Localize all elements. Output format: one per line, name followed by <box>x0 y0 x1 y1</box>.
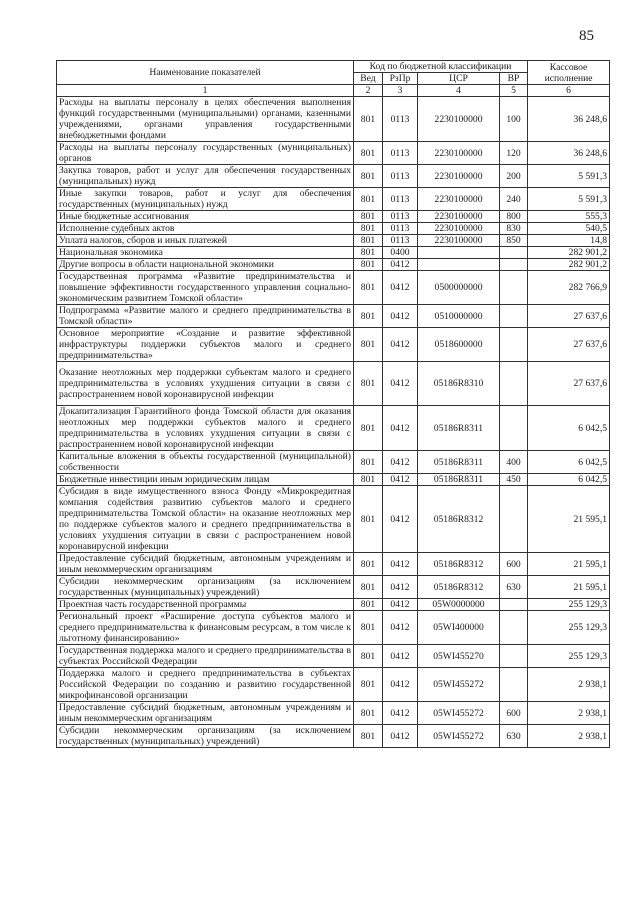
cell-amount: 282 766,9 <box>528 271 610 305</box>
table-row <box>57 188 610 211</box>
cell-name: Проектная часть государственной программы <box>57 599 354 611</box>
cell-rzpr: 0113 <box>383 211 418 223</box>
cell-rzpr: 0113 <box>383 165 418 188</box>
table-row <box>57 451 610 474</box>
table-row <box>57 97 610 142</box>
cell-amount: 2 938,1 <box>528 702 610 725</box>
cell-rzpr: 0412 <box>383 362 418 406</box>
cell-vr <box>500 362 528 406</box>
cell-ved: 801 <box>354 702 383 725</box>
cell-ved: 801 <box>354 406 383 451</box>
cell-rzpr: 0412 <box>383 668 418 702</box>
cell-rzpr: 0412 <box>383 451 418 474</box>
table-row <box>57 702 610 725</box>
table-row <box>57 271 610 305</box>
table-body <box>57 97 610 748</box>
cell-amount: 282 901,2 <box>528 247 610 259</box>
cell-name: Предоставление субсидий бюджетным, автономным учреждениям и иным некоммерческим организациям <box>57 702 354 725</box>
cell-csr: 05186R8311 <box>418 451 500 474</box>
table-row <box>57 362 610 406</box>
cell-csr: 0500000000 <box>418 271 500 305</box>
cell-vr: 200 <box>500 165 528 188</box>
cell-rzpr: 0412 <box>383 486 418 553</box>
cell-ved: 801 <box>354 328 383 362</box>
cell-csr: 0510000000 <box>418 305 500 328</box>
cell-vr <box>500 486 528 553</box>
header-name-column: Наименование показателей <box>57 61 354 85</box>
cell-vr <box>500 668 528 702</box>
cell-vr: 240 <box>500 188 528 211</box>
cell-rzpr: 0412 <box>383 645 418 668</box>
cell-ved: 801 <box>354 668 383 702</box>
header-rzpr: РзПр <box>383 73 418 85</box>
cell-ved: 801 <box>354 188 383 211</box>
cell-csr: 05WI455272 <box>418 702 500 725</box>
page-number: 85 <box>579 28 594 44</box>
table-row <box>57 235 610 247</box>
cell-csr: 05186R8311 <box>418 474 500 486</box>
cell-vr: 630 <box>500 576 528 599</box>
table-row <box>57 611 610 645</box>
cell-rzpr: 0412 <box>383 611 418 645</box>
cell-ved: 801 <box>354 211 383 223</box>
cell-name: Подпрограмма «Развитие малого и среднего предпринимательства в Томской области» <box>57 305 354 328</box>
header-ved: Вед <box>354 73 383 85</box>
cell-ved: 801 <box>354 259 383 271</box>
cell-amount: 21 595,1 <box>528 553 610 576</box>
cell-rzpr: 0412 <box>383 599 418 611</box>
table-row <box>57 474 610 486</box>
cell-ved: 801 <box>354 611 383 645</box>
cell-ved: 801 <box>354 165 383 188</box>
cell-name: Расходы на выплаты персоналу в целях обеспечения выполнения функций государственными (муниципальными) органами, казенными учреждениями, органами управления государственными внебюджетными фондами <box>57 97 354 142</box>
header-csr: ЦСР <box>418 73 500 85</box>
col-number: 2 <box>354 85 383 97</box>
cell-vr <box>500 247 528 259</box>
cell-name: Поддержка малого и среднего предпринимательства в субъектах Российской Федерации по созданию и развитию государственной микрофинансовой организации <box>57 668 354 702</box>
cell-rzpr: 0412 <box>383 271 418 305</box>
cell-amount: 6 042,5 <box>528 451 610 474</box>
table-row <box>57 406 610 451</box>
cell-csr: 05WI455272 <box>418 668 500 702</box>
cell-ved: 801 <box>354 271 383 305</box>
cell-name: Оказание неотложных мер поддержки субъектам малого и среднего предпринимательства в условиях ухудшения ситуации в связи с распространением новой коронавирусной инфекции <box>57 362 354 406</box>
cell-name: Региональный проект «Расширение доступа субъектов малого и среднего предпринимательства к финансовым ресурсам, в том числе к льготному финансированию» <box>57 611 354 645</box>
cell-ved: 801 <box>354 486 383 553</box>
cell-ved: 801 <box>354 235 383 247</box>
cell-name: Предоставление субсидий бюджетным, автономным учреждениям и иным некоммерческим организациям <box>57 553 354 576</box>
cell-csr: 05186R8312 <box>418 576 500 599</box>
cell-ved: 801 <box>354 223 383 235</box>
table-row <box>57 328 610 362</box>
cell-rzpr: 0412 <box>383 305 418 328</box>
budget-execution-table <box>56 60 610 748</box>
cell-vr: 850 <box>500 235 528 247</box>
cell-amount: 2 938,1 <box>528 668 610 702</box>
cell-vr <box>500 406 528 451</box>
cell-name: Государственная поддержка малого и среднего предпринимательства в субъектах Российской Федерации <box>57 645 354 668</box>
cell-csr: 2230100000 <box>418 223 500 235</box>
cell-csr: 05186R8311 <box>418 406 500 451</box>
cell-csr: 2230100000 <box>418 165 500 188</box>
cell-vr: 450 <box>500 474 528 486</box>
col-number: 6 <box>528 85 610 97</box>
table-row <box>57 599 610 611</box>
cell-amount: 282 901,2 <box>528 259 610 271</box>
cell-rzpr: 0412 <box>383 328 418 362</box>
cell-rzpr: 0400 <box>383 247 418 259</box>
table-row <box>57 553 610 576</box>
cell-amount: 36 248,6 <box>528 97 610 142</box>
cell-name: Другие вопросы в области национальной экономики <box>57 259 354 271</box>
cell-name: Национальная экономика <box>57 247 354 259</box>
cell-csr: 05WI455270 <box>418 645 500 668</box>
cell-amount: 255 129,3 <box>528 599 610 611</box>
cell-name: Исполнение судебных актов <box>57 223 354 235</box>
cell-name: Закупка товаров, работ и услуг для обеспечения государственных (муниципальных) нужд <box>57 165 354 188</box>
cell-vr <box>500 328 528 362</box>
cell-rzpr: 0113 <box>383 97 418 142</box>
cell-name: Иные бюджетные ассигнования <box>57 211 354 223</box>
cell-ved: 801 <box>354 725 383 748</box>
table-row <box>57 259 610 271</box>
table-row <box>57 576 610 599</box>
table-row <box>57 211 610 223</box>
cell-amount: 5 591,3 <box>528 188 610 211</box>
cell-rzpr: 0113 <box>383 235 418 247</box>
cell-name: Государственная программа «Развитие предпринимательства и повышение эффективности государственного управления социально-экономическим развитием Томской области» <box>57 271 354 305</box>
table-row <box>57 486 610 553</box>
cell-csr: 05WI400000 <box>418 611 500 645</box>
cell-rzpr: 0113 <box>383 188 418 211</box>
cell-rzpr: 0412 <box>383 553 418 576</box>
table-row <box>57 305 610 328</box>
cell-vr: 120 <box>500 142 528 165</box>
cell-vr: 800 <box>500 211 528 223</box>
cell-vr: 600 <box>500 702 528 725</box>
cell-amount: 555,3 <box>528 211 610 223</box>
cell-name: Бюджетные инвестиции иным юридическим лицам <box>57 474 354 486</box>
cell-csr: 2230100000 <box>418 235 500 247</box>
cell-amount: 255 129,3 <box>528 611 610 645</box>
cell-rzpr: 0412 <box>383 406 418 451</box>
cell-rzpr: 0412 <box>383 259 418 271</box>
cell-amount: 21 595,1 <box>528 576 610 599</box>
cell-name: Уплата налогов, сборов и иных платежей <box>57 235 354 247</box>
cell-amount: 5 591,3 <box>528 165 610 188</box>
cell-csr <box>418 259 500 271</box>
cell-name: Докапитализация Гарантийного фонда Томской области для оказания неотложных мер поддержки субъектов малого и среднего предпринимательства в условиях ухудшения ситуации в связи с распространением новой коронавирусной инфекции <box>57 406 354 451</box>
cell-vr <box>500 611 528 645</box>
cell-csr: 05W0000000 <box>418 599 500 611</box>
cell-name: Субсидии некоммерческим организациям (за исключением государственных (муниципальных) учреждений) <box>57 576 354 599</box>
cell-csr: 05WI455272 <box>418 725 500 748</box>
cell-rzpr: 0412 <box>383 474 418 486</box>
cell-vr: 400 <box>500 451 528 474</box>
table-row <box>57 668 610 702</box>
cell-amount: 255 129,3 <box>528 645 610 668</box>
table-row <box>57 142 610 165</box>
table-row <box>57 725 610 748</box>
table-row <box>57 223 610 235</box>
cell-amount: 6 042,5 <box>528 474 610 486</box>
cell-vr <box>500 259 528 271</box>
cell-rzpr: 0113 <box>383 223 418 235</box>
cell-amount: 27 637,6 <box>528 362 610 406</box>
cell-name: Расходы на выплаты персоналу государственных (муниципальных) органов <box>57 142 354 165</box>
cell-csr: 05186R8312 <box>418 486 500 553</box>
cell-amount: 540,5 <box>528 223 610 235</box>
cell-amount: 27 637,6 <box>528 305 610 328</box>
cell-vr: 100 <box>500 97 528 142</box>
cell-csr: 2230100000 <box>418 142 500 165</box>
cell-amount: 21 595,1 <box>528 486 610 553</box>
cell-name: Основное мероприятие «Создание и развитие эффективной инфраструктуры поддержки субъектов малого и среднего предпринимательства» <box>57 328 354 362</box>
cell-ved: 801 <box>354 247 383 259</box>
cell-rzpr: 0113 <box>383 142 418 165</box>
cell-csr: 0518600000 <box>418 328 500 362</box>
cell-ved: 801 <box>354 576 383 599</box>
cell-csr: 2230100000 <box>418 97 500 142</box>
cell-ved: 801 <box>354 474 383 486</box>
table-row <box>57 247 610 259</box>
header-vr: ВР <box>500 73 528 85</box>
cell-ved: 801 <box>354 599 383 611</box>
cell-rzpr: 0412 <box>383 725 418 748</box>
cell-ved: 801 <box>354 553 383 576</box>
cell-vr <box>500 599 528 611</box>
cell-rzpr: 0412 <box>383 576 418 599</box>
cell-vr <box>500 271 528 305</box>
cell-amount: 2 938,1 <box>528 725 610 748</box>
cell-ved: 801 <box>354 142 383 165</box>
header-code-group: Код по бюджетной классификации <box>354 61 528 73</box>
header-cash-execution: Кассовое исполнение <box>528 61 610 85</box>
col-number: 4 <box>418 85 500 97</box>
cell-csr: 2230100000 <box>418 188 500 211</box>
cell-amount: 27 637,6 <box>528 328 610 362</box>
cell-amount: 14,8 <box>528 235 610 247</box>
cell-name: Субсидия в виде имущественного взноса Фонду «Микрокредитная компания содействия развитию субъектов малого и среднего предпринимательства Томской области» на оказание неотложных мер по поддержке субъектов малого и среднего предпринимательства в условиях ухудшения ситуации в связи с распространением новой коронавирусной инфекции <box>57 486 354 553</box>
cell-ved: 801 <box>354 305 383 328</box>
table-row <box>57 165 610 188</box>
col-number: 1 <box>57 85 354 97</box>
cell-ved: 801 <box>354 451 383 474</box>
cell-amount: 6 042,5 <box>528 406 610 451</box>
col-number: 3 <box>383 85 418 97</box>
cell-csr: 05186R8312 <box>418 553 500 576</box>
cell-rzpr: 0412 <box>383 702 418 725</box>
cell-csr: 05186R8310 <box>418 362 500 406</box>
cell-name: Капитальные вложения в объекты государственной (муниципальной) собственности <box>57 451 354 474</box>
cell-vr <box>500 305 528 328</box>
cell-csr <box>418 247 500 259</box>
cell-vr <box>500 645 528 668</box>
table-row <box>57 645 610 668</box>
cell-vr: 600 <box>500 553 528 576</box>
cell-name: Иные закупки товаров, работ и услуг для обеспечения государственных (муниципальных) нужд <box>57 188 354 211</box>
cell-ved: 801 <box>354 645 383 668</box>
cell-amount: 36 248,6 <box>528 142 610 165</box>
cell-vr: 630 <box>500 725 528 748</box>
cell-csr: 2230100000 <box>418 211 500 223</box>
cell-vr: 830 <box>500 223 528 235</box>
cell-name: Субсидии некоммерческим организациям (за исключением государственных (муниципальных) учреждений) <box>57 725 354 748</box>
col-number: 5 <box>500 85 528 97</box>
cell-ved: 801 <box>354 362 383 406</box>
cell-ved: 801 <box>354 97 383 142</box>
